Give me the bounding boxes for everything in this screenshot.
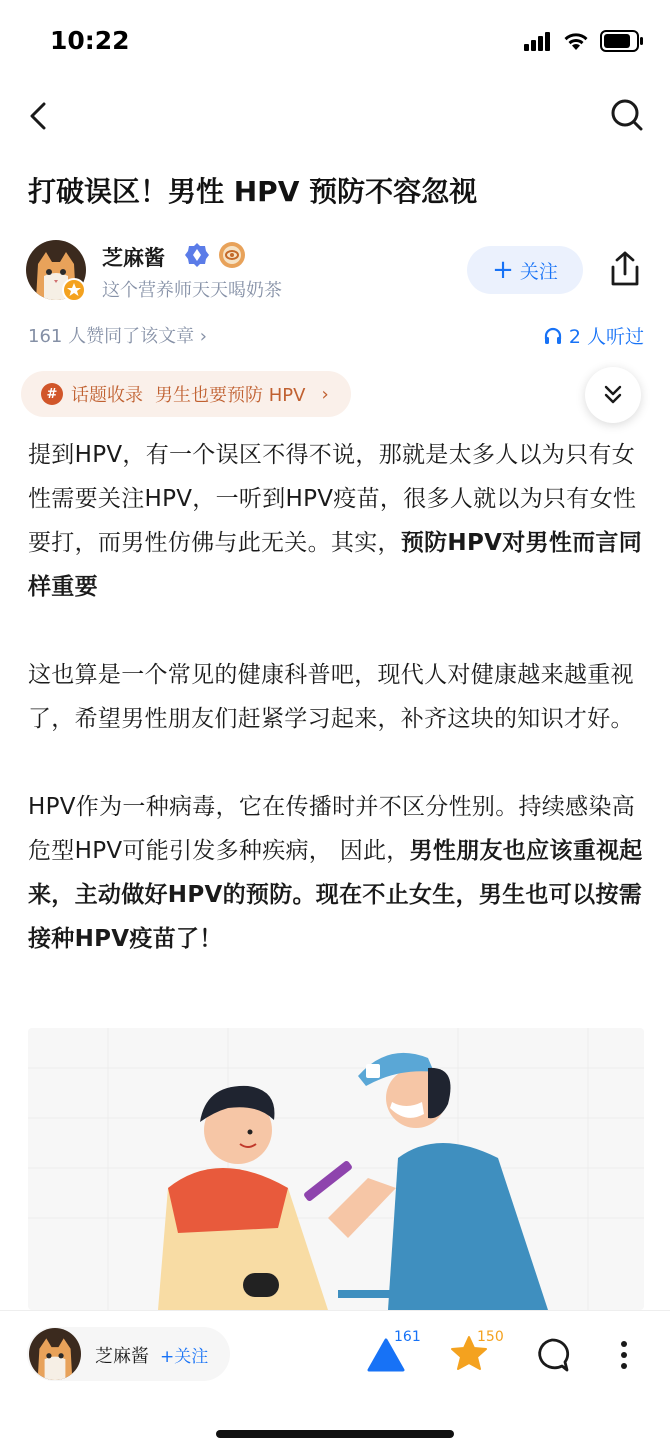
favorite-count: 150 bbox=[477, 1329, 504, 1345]
paragraph bbox=[28, 653, 644, 741]
back-arrow-icon[interactable] bbox=[22, 98, 58, 134]
likes-summary-link[interactable]: 161 人赞同了该文章 › bbox=[28, 326, 207, 347]
paragraph-text: HPV作为一种病毒，它在传播时并不区分性别。持续感染高危型HPV可能引发多种疾病， 因此， bbox=[28, 794, 635, 864]
paragraph-text: 提到HPV，有一个误区不得不说，那就是太多人以为只有女性需要关注HPV，一听到HPV疫苗，很多人就以为只有女性要打，而男性仿佛与此无关。其实， bbox=[28, 442, 637, 556]
chevron-right-icon: › bbox=[321, 383, 329, 405]
paragraph-text: 这也算是一个常见的健康科普吧，现代人对健康越来越重视了，希望男性朋友们赶紧学习起来，补齐这块的知识才好。 bbox=[28, 662, 634, 732]
hashtag-icon: # bbox=[41, 383, 63, 405]
topic-name: 男生也要预防 HPV bbox=[155, 385, 306, 406]
topic-chip[interactable] bbox=[21, 371, 351, 417]
paragraph-bold-text: 男性朋友也应该重视起来，主动做好HPV的预防。现在不止女生，男生也可以按需接种HPV疫苗了！ bbox=[28, 838, 643, 952]
headphones-icon bbox=[543, 326, 563, 346]
battery-icon bbox=[600, 30, 644, 52]
paragraph-bold-text: 预防HPV对男性而言同样重要 bbox=[28, 530, 643, 600]
wifi-icon bbox=[562, 31, 590, 51]
listen-label: 2 人听过 bbox=[568, 326, 644, 348]
collapse-button[interactable] bbox=[585, 367, 641, 423]
author-row bbox=[26, 240, 646, 302]
comment-icon[interactable] bbox=[534, 1337, 570, 1373]
signal-icon bbox=[524, 31, 552, 51]
more-icon[interactable] bbox=[612, 1337, 636, 1373]
upvote-count: 161 bbox=[394, 1329, 421, 1345]
home-indicator bbox=[216, 1430, 454, 1438]
follow-button[interactable] bbox=[467, 246, 583, 294]
author-description: 这个营养师天天喝奶茶 bbox=[102, 280, 282, 301]
status-icons bbox=[524, 30, 644, 52]
meta-row bbox=[28, 322, 644, 350]
search-icon[interactable] bbox=[608, 96, 646, 134]
paragraph bbox=[28, 433, 644, 609]
bottom-bar bbox=[0, 1310, 670, 1400]
bottom-author-avatar bbox=[29, 1328, 81, 1380]
status-bar bbox=[0, 0, 670, 84]
listen-count[interactable] bbox=[543, 322, 644, 349]
double-chevron-down-icon bbox=[600, 382, 626, 408]
share-icon[interactable] bbox=[608, 250, 642, 288]
medal-icon bbox=[218, 241, 246, 269]
top-nav bbox=[0, 84, 670, 148]
plus-icon: + bbox=[492, 255, 514, 285]
topic-label: 话题收录 bbox=[71, 385, 143, 406]
paragraph bbox=[28, 785, 644, 961]
avatar-badge-icon bbox=[62, 278, 86, 302]
verified-icon bbox=[184, 242, 210, 268]
article-title: 打破误区！男性 HPV 预防不容忽视 bbox=[28, 175, 478, 208]
bottom-follow-button[interactable]: +关注 bbox=[160, 1347, 209, 1367]
bottom-author-name: 芝麻酱 bbox=[95, 1346, 149, 1367]
article-illustration[interactable] bbox=[28, 1028, 644, 1310]
follow-label: 关注 bbox=[519, 260, 558, 283]
status-time: 10:22 bbox=[50, 26, 130, 55]
bottom-author-pill[interactable] bbox=[27, 1327, 230, 1381]
article-content bbox=[28, 433, 644, 1005]
author-name[interactable]: 芝麻酱 bbox=[102, 246, 165, 270]
